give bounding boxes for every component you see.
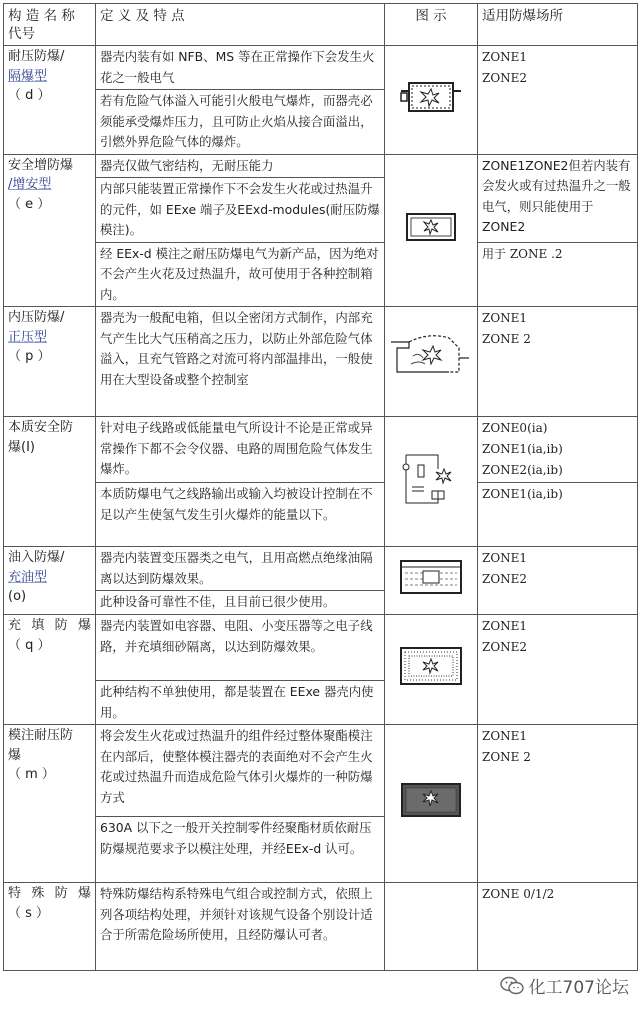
definition-cell: 器壳内装有如 NFB、MS 等在正常操作下会发生火花之一般电气	[96, 46, 385, 90]
type-line: /增安型	[8, 177, 52, 192]
diagram-cell-i	[385, 417, 478, 547]
definition-cell: 将会发生火花或过热温升的组件经过整体聚酯模注在内部后，使整体模注器壳的表面绝对不会产生火花或过热温升而造成危险气体引火爆炸的一种防爆方式	[96, 725, 385, 817]
type-line: （ d ）	[8, 88, 51, 103]
oil-immersion-icon	[397, 557, 465, 597]
table-row	[4, 46, 638, 90]
diagram-cell-p	[385, 307, 478, 417]
increased-safety-enclosure-icon	[401, 210, 461, 244]
diagram-cell-q	[385, 615, 478, 725]
header-structure-name-line2: 代号	[8, 26, 35, 42]
type-line: 正压型	[8, 329, 48, 345]
watermark-text: 化工707论坛	[528, 978, 629, 998]
type-line: （ m ）	[8, 767, 55, 782]
type-line: 爆	[8, 747, 22, 763]
table-row	[4, 417, 638, 483]
flameproof-enclosure-icon	[399, 77, 463, 117]
zone-cell-o: ZONE1 ZONE2	[478, 547, 638, 615]
type-cell-s	[4, 883, 96, 971]
type-line: 内压防爆/	[8, 310, 65, 325]
zone-cell-q: ZONE1 ZONE2	[478, 615, 638, 725]
pressurized-enclosure-icon	[389, 328, 473, 388]
diagram-cell-e	[385, 154, 478, 307]
table-row	[4, 242, 638, 307]
definition-cell: 器壳仅做气密结构，无耐压能力	[96, 154, 385, 178]
type-line: 充油型	[8, 569, 48, 585]
definition-cell: 本质防爆电气之线路输出或输入均被设计控制在不足以产生使氢气发生引火爆炸的能量以下。	[96, 483, 385, 547]
definition-cell: 经 EEx-d 模注之耐压防爆电气为新产品，因为绝对不会产生火花及过热温升，故可使用于各种控制箱内。	[96, 242, 385, 307]
type-cell-e	[4, 154, 96, 307]
type-line: 充 填 防 爆	[8, 618, 91, 633]
type-cell-d	[4, 46, 96, 155]
table-row	[4, 615, 638, 681]
type-line: (o)	[8, 589, 27, 604]
diagram-cell-o	[385, 547, 478, 615]
header-structure-name-line1: 构 造 名 称	[8, 8, 75, 24]
explosion-proof-table	[3, 3, 638, 971]
table-row	[4, 547, 638, 591]
zone-cell-e: ZONE1ZONE2但若内装有会发火或有过热温升之一般电气，则只能使用于 ZONE2	[478, 154, 638, 242]
definition-cell: 630A 以下之一般开关控制零件经聚酯材质依耐压防爆规范要求予以模注处理，并经EEx-d 认可。	[96, 817, 385, 883]
table-row	[4, 483, 638, 547]
diagram-cell-s	[385, 883, 478, 971]
definition-cell: 此种结构不单独使用，都是装置在 EExe 器壳内使用。	[96, 681, 385, 725]
watermark	[497, 972, 632, 999]
type-cell-o	[4, 547, 96, 615]
table-row	[4, 883, 638, 971]
type-line: 安全增防爆	[8, 157, 74, 173]
powder-filling-icon	[397, 644, 465, 688]
header-diagram: 图 示	[385, 4, 478, 46]
zone-cell-m: ZONE1 ZONE 2	[478, 725, 638, 883]
type-line: 隔爆型	[8, 68, 48, 84]
table-row	[4, 725, 638, 817]
table-row	[4, 154, 638, 178]
type-line: 特 殊 防 爆	[8, 886, 91, 901]
zone-cell-p: ZONE1 ZONE 2	[478, 307, 638, 417]
diagram-cell-m	[385, 725, 478, 883]
type-line: 本质安全防	[8, 420, 74, 435]
zone-cell-s: ZONE 0/1/2	[478, 883, 638, 971]
definition-cell: 此种设备可靠性不佳，且目前已很少使用。	[96, 591, 385, 615]
table-header-row	[4, 4, 638, 46]
definition-cell: 特殊防爆结构系特殊电气组合或控制方式，依照上列各项结构处理，并须针对该规气设备个别设计适合于所需危险场所使用，且经防爆认可者。	[96, 883, 385, 971]
encapsulation-icon	[398, 780, 464, 820]
type-line: 爆(I)	[8, 439, 35, 455]
type-line: 耐压防爆/	[8, 49, 65, 64]
zone-cell-e2: 用于 ZONE .2	[478, 242, 638, 307]
intrinsic-safety-circuit-icon	[398, 447, 464, 509]
type-line: 油入防爆/	[8, 550, 65, 565]
zone-cell-i: ZONE0(ia) ZONE1(ia,ib) ZONE2(ia,ib)	[478, 417, 638, 483]
definition-cell: 针对电子线路或低能量电气所设计不论是正常或异常操作下都不会令仪器、电路的周围危险气体发生爆炸。	[96, 417, 385, 483]
definition-cell: 器壳内装置变压器类之电气，且用高燃点绝缘油隔离以达到防爆效果。	[96, 547, 385, 591]
type-line: （ s ）	[8, 905, 50, 921]
zone-cell-d: ZONE1 ZONE2	[478, 46, 638, 155]
table-row	[4, 307, 638, 417]
definition-cell: 内部只能装置正常操作下不会发生火花或过热温升的元件，如 EExe 端子及EExd-modules(耐压防爆模注)。	[96, 178, 385, 243]
type-line: （ e ）	[8, 196, 51, 212]
type-cell-m	[4, 725, 96, 883]
type-cell-i	[4, 417, 96, 547]
type-line: 模注耐压防	[8, 728, 74, 743]
diagram-cell-d	[385, 46, 478, 155]
type-line: （ q ）	[8, 637, 51, 653]
definition-cell: 若有危险气体溢入可能引火般电气爆炸，而器壳必须能承受爆炸压力，且可防止火焰从接合面溢出，引燃外界危险气体的爆炸。	[96, 90, 385, 155]
header-zones: 适用防爆场所	[478, 4, 638, 46]
wechat-icon	[500, 976, 524, 996]
type-cell-p	[4, 307, 96, 417]
type-line: （ p ）	[8, 349, 51, 364]
header-definition: 定 义 及 特 点	[96, 4, 385, 46]
definition-cell: 器壳内装置如电容器、电阻、小变压器等之电子线路，并充填细砂隔离，以达到防爆效果。	[96, 615, 385, 681]
type-cell-q	[4, 615, 96, 725]
zone-cell-i2: ZONE1(ia,ib)	[478, 483, 638, 547]
header-structure-name	[4, 4, 96, 46]
definition-cell: 器壳为一般配电箱，但以全密闭方式制作，内部充气产生比大气压稍高之压力，以防止外部危险气体溢入，且充气管路之对流可将内部温排出，一般使用在大型设备或整个控制室	[96, 307, 385, 417]
